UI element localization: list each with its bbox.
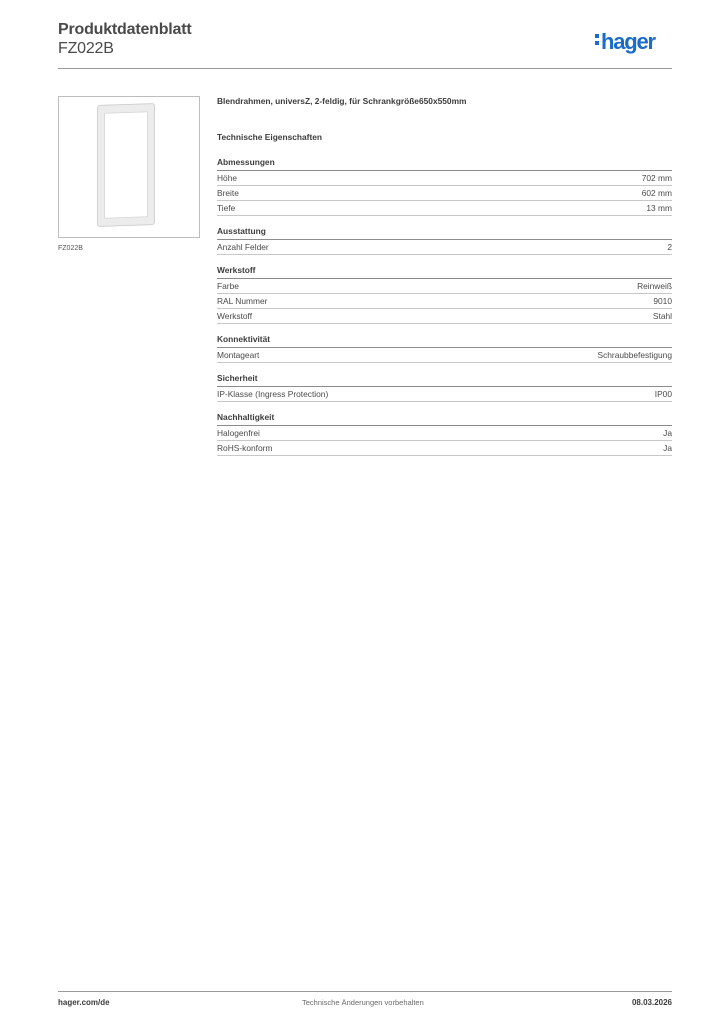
spec-value: 2 — [667, 242, 672, 252]
spec-groups — [217, 157, 672, 456]
spec-row — [217, 171, 672, 186]
spec-group-title: Werkstoff — [217, 265, 672, 279]
logo-colon-icon — [595, 31, 601, 48]
technical-properties-heading: Technische Eigenschaften — [217, 132, 323, 142]
header-divider — [58, 68, 672, 69]
product-description: Blendrahmen, universZ, 2-feldig, für Schrankgröße650x550mm — [217, 96, 467, 106]
spec-label: Farbe — [217, 281, 239, 291]
brand-logo — [595, 29, 655, 55]
spec-row — [217, 186, 672, 201]
spec-group-title: Sicherheit — [217, 373, 672, 387]
product-code: FZ022B — [58, 40, 114, 57]
spec-row — [217, 387, 672, 402]
footer-divider — [58, 991, 672, 992]
spec-row — [217, 348, 672, 363]
spec-group-title: Nachhaltigkeit — [217, 412, 672, 426]
spec-value: Stahl — [652, 311, 672, 321]
spec-row — [217, 240, 672, 255]
spec-group — [217, 226, 672, 255]
spec-label: Breite — [217, 188, 239, 198]
spec-value: 602 mm — [641, 188, 672, 198]
frame-opening — [104, 111, 148, 219]
spec-label: RoHS-konform — [217, 443, 273, 453]
footer-note: Technische Änderungen vorbehalten — [302, 998, 424, 1007]
product-image — [58, 96, 200, 238]
spec-group — [217, 157, 672, 216]
spec-label: RAL Nummer — [217, 296, 268, 306]
spec-label: Halogenfrei — [217, 428, 260, 438]
footer-website: hager.com/de — [58, 998, 110, 1007]
specifications — [217, 96, 672, 466]
spec-row — [217, 294, 672, 309]
spec-label: Höhe — [217, 173, 238, 183]
spec-group — [217, 373, 672, 402]
spec-label: Tiefe — [217, 203, 236, 213]
spec-group-title: Ausstattung — [217, 226, 672, 240]
spec-value: Schraubbefestigung — [597, 350, 672, 360]
spec-group-title: Konnektivität — [217, 334, 672, 348]
spec-value: 13 mm — [646, 203, 672, 213]
spec-label: Werkstoff — [217, 311, 253, 321]
spec-label: Montageart — [217, 350, 260, 360]
spec-value: Reinweiß — [637, 281, 672, 291]
spec-row — [217, 201, 672, 216]
spec-row — [217, 426, 672, 441]
spec-value: 9010 — [653, 296, 672, 306]
spec-value: 702 mm — [641, 173, 672, 183]
spec-group — [217, 334, 672, 363]
spec-value: IP00 — [654, 389, 672, 399]
spec-value: Ja — [663, 443, 672, 453]
logo-text: hager — [601, 29, 655, 54]
spec-group — [217, 412, 672, 456]
spec-row — [217, 441, 672, 456]
footer-date: 08.03.2026 — [631, 998, 672, 1007]
spec-group — [217, 265, 672, 324]
spec-row — [217, 279, 672, 294]
frame-image-icon — [97, 103, 155, 227]
spec-group-title: Abmessungen — [217, 157, 672, 171]
page-title: Produktdatenblatt — [58, 21, 192, 38]
spec-label: Anzahl Felder — [217, 242, 269, 252]
spec-value: Ja — [663, 428, 672, 438]
spec-row — [217, 309, 672, 324]
spec-label: IP-Klasse (Ingress Protection) — [217, 389, 329, 399]
image-caption: FZ022B — [58, 245, 83, 252]
